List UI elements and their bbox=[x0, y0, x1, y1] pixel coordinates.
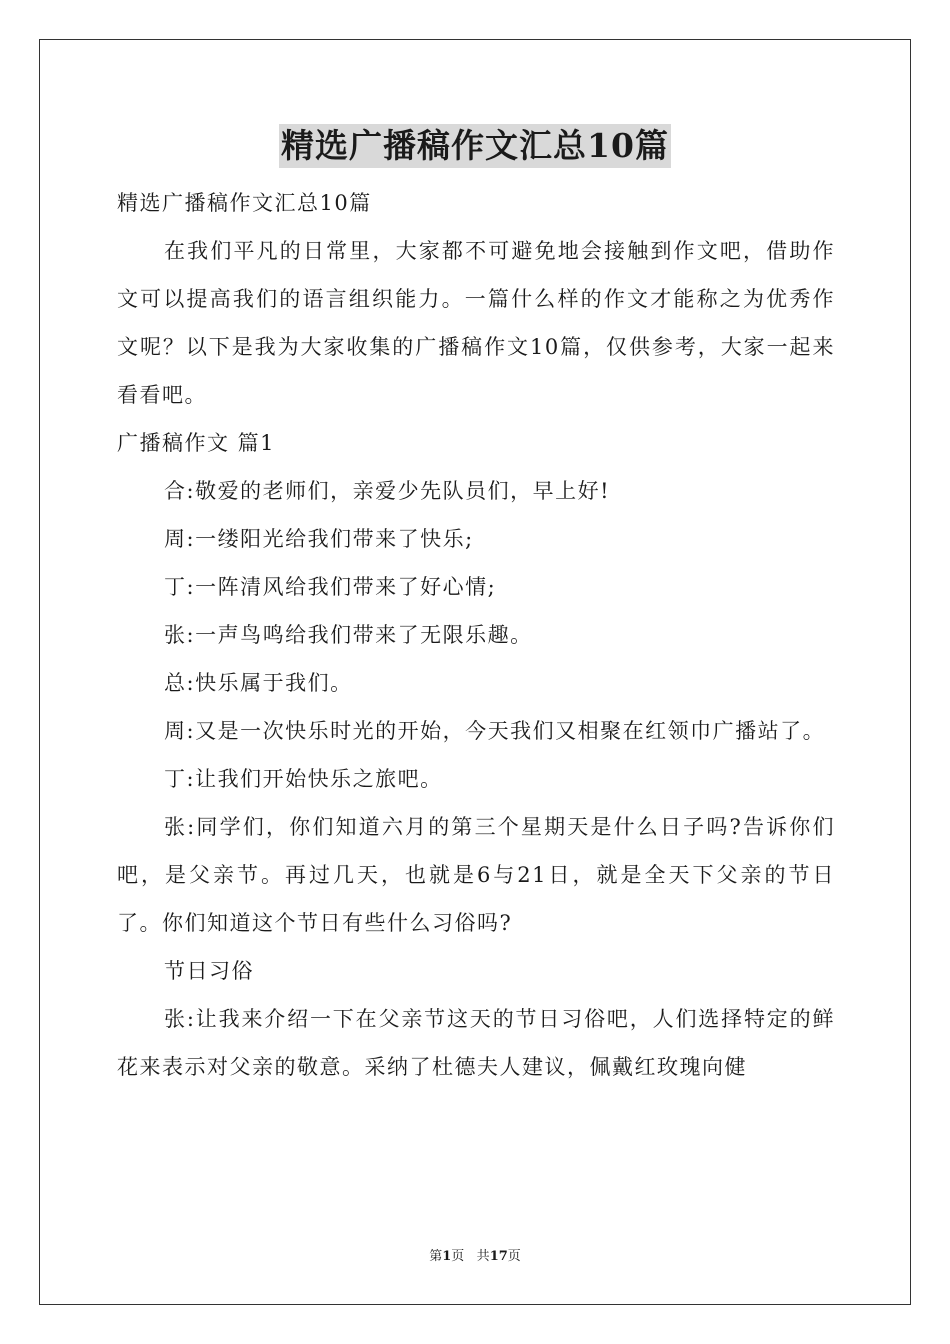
paragraph: 丁:让我们开始快乐之旅吧。 bbox=[164, 767, 443, 791]
page-label-prefix: 第 bbox=[429, 1249, 443, 1264]
page-footer bbox=[0, 1248, 950, 1266]
paragraph: 周:又是一次快乐时光的开始，今天我们又相聚在红领巾广播站了。 bbox=[164, 719, 826, 743]
total-label-suffix: 页 bbox=[507, 1249, 521, 1264]
document-title: 精选广播稿作文汇总10篇 bbox=[279, 124, 671, 168]
page-label-suffix: 页 bbox=[451, 1249, 465, 1264]
paragraph: 丁:一阵清风给我们带来了好心情; bbox=[164, 575, 497, 599]
paragraph: 总:快乐属于我们。 bbox=[164, 671, 353, 695]
document-body bbox=[117, 179, 835, 1091]
page-number: 1 bbox=[442, 1249, 452, 1264]
document-title-wrapper bbox=[0, 124, 950, 168]
paragraph: 合:敬爱的老师们，亲爱少先队员们，早上好! bbox=[164, 479, 611, 503]
paragraph: 精选广播稿作文汇总10篇 bbox=[117, 191, 372, 215]
paragraph: 周:一缕阳光给我们带来了快乐; bbox=[164, 527, 474, 551]
paragraph: 广播稿作文 篇1 bbox=[117, 431, 276, 455]
total-label-prefix: 共 bbox=[476, 1249, 490, 1264]
paragraph: 在我们平凡的日常里，大家都不可避免地会接触到作文吧，借助作文可以提高我们的语言组织能力。一篇什么样的作文才能称之为优秀作文呢？以下是我为大家收集的广播稿作文10篇，仅供参考，大家一起来看看吧。 bbox=[117, 239, 835, 407]
total-pages: 17 bbox=[489, 1249, 508, 1264]
paragraph: 张:一声鸟鸣给我们带来了无限乐趣。 bbox=[164, 623, 533, 647]
paragraph: 张:让我来介绍一下在父亲节这天的节日习俗吧，人们选择特定的鲜花来表示对父亲的敬意。采纳了杜德夫人建议，佩戴红玫瑰向健 bbox=[117, 1007, 835, 1079]
paragraph: 节日习俗 bbox=[164, 959, 254, 983]
paragraph: 张:同学们，你们知道六月的第三个星期天是什么日子吗?告诉你们吧，是父亲节。再过几天，也就是6与21日，就是全天下父亲的节日了。你们知道这个节日有些什么习俗吗? bbox=[117, 815, 835, 935]
